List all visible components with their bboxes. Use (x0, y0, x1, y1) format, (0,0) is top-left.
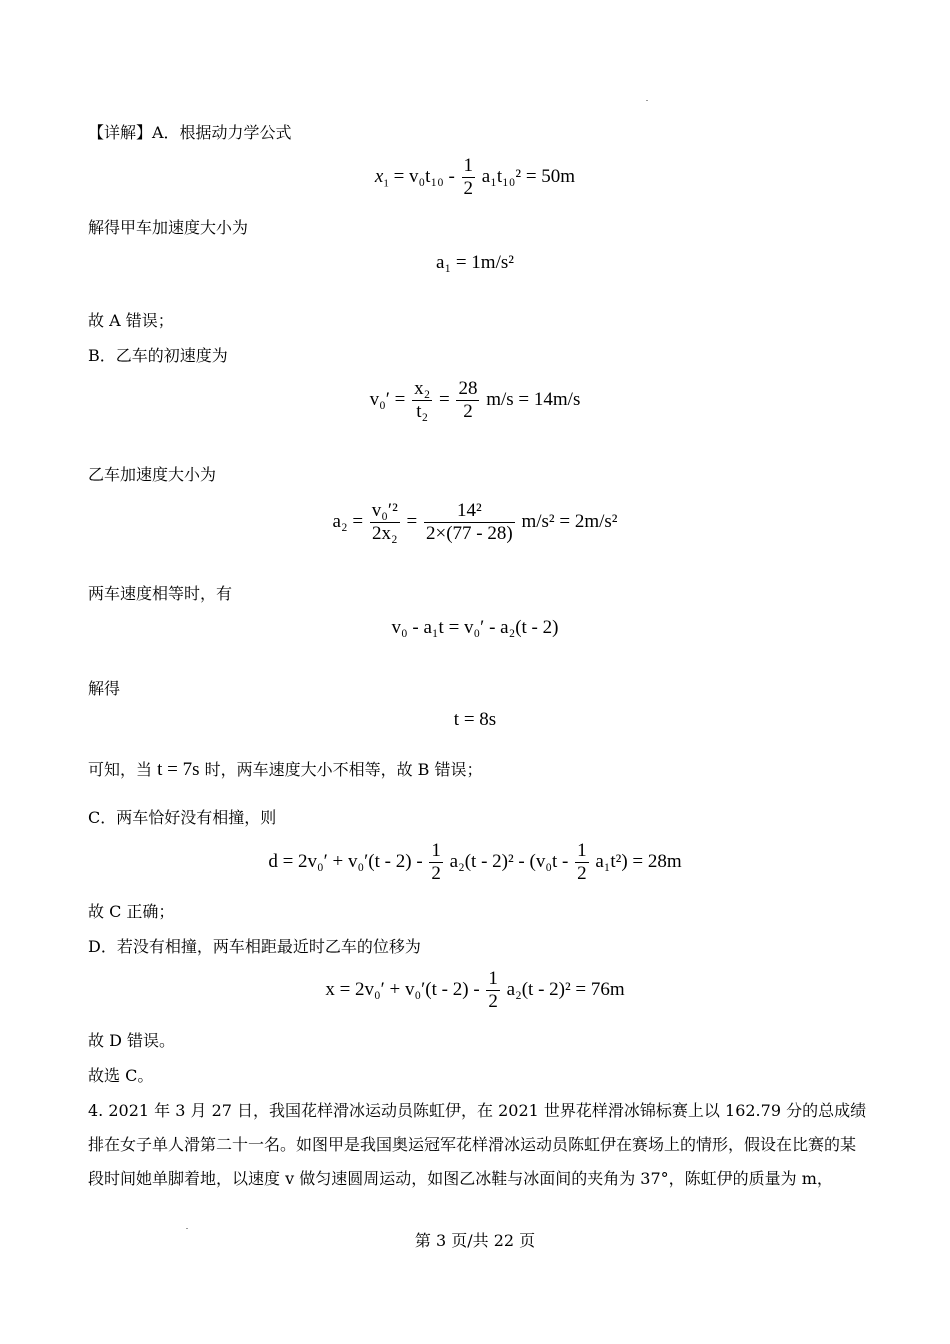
solve-jia-line: 解得甲车加速度大小为 (88, 218, 249, 237)
detail-a-line: 【详解】A．根据动力学公式 (88, 123, 292, 142)
fraction-half: $\frac{1}{2}$ (463, 155, 474, 199)
equation-t: t = 8s (453, 709, 497, 730)
equation-a1: a₁ = 1m/s² (436, 252, 514, 273)
b-wrong-line: 可知，当 t = 7s 时，两车速度大小不相等，故 B 错误； (88, 759, 483, 780)
d-wrong-line: 故 D 错误。 (88, 1031, 176, 1050)
c-intro-line: C．两车恰好没有相撞，则 (88, 808, 277, 827)
c-right-line: 故 C 正确； (88, 902, 175, 921)
equation-a2: a₂ = $\frac{\text{v₀′²}}{\text{2x₂}}$ = $\frac{\text{14²}}{2\times(77 - 28)}$ m/s² = 2m/s² (332, 500, 618, 544)
equal-speed-line: 两车速度相等时，有 (88, 584, 233, 603)
d-intro-line: D．若没有相撞，两车相距最近时乙车的位移为 (88, 937, 421, 956)
question-4: 4. 2021 年 3 月 27 日，我国花样滑冰运动员陈虹伊，在 2021 世界花样滑冰锦标赛上以 162.79 分的总成绩排在女子单人滑第二十一名。如图甲是我国奥运冠军花样滑冰运动员陈虹伊在赛场上的情形，假设在比赛的某段时间她单脚着地，以速度 v 做匀速圆周运动，如图乙冰鞋与冰面间的夹角为 37°，陈虹伊的质量为 m， (88, 1101, 867, 1188)
equation-d: d = 2v₀′ + v₀′(t - 2) - $\frac{1}{2}$ a₂(t - 2)² - (v₀t - $\frac{1}{2}$ a₁t²) = 28m (268, 840, 682, 884)
b-intro-line: B．乙车的初速度为 (88, 346, 228, 365)
page-footer: 第 3 页/共 22 页 (414, 1231, 536, 1250)
equation-x1: $x_1 = v_0t_{10}$ - $\frac{1}{2}$ a₁t₁₀² = 50m (374, 155, 576, 199)
answer-line: 故选 C。 (88, 1066, 154, 1085)
a-wrong-line: 故 A 错误； (88, 311, 174, 330)
equation-x: x = 2v₀′ + v₀′(t - 2) - $\frac{1}{2}$ a₂(t - 2)² = 76m (325, 968, 625, 1012)
equation-equal-speed: v₀ - a₁t = v₀′ - a₂(t - 2) (391, 617, 559, 638)
equation-v0-prime: v₀′ = $\frac{\text{x₂}}{\text{t₂}}$ = $\frac{28}{2}$ m/s = 14m/s (369, 378, 581, 422)
scan-dot (646, 100, 648, 101)
solve-line: 解得 (88, 679, 121, 698)
yi-acc-line: 乙车加速度大小为 (88, 465, 217, 484)
